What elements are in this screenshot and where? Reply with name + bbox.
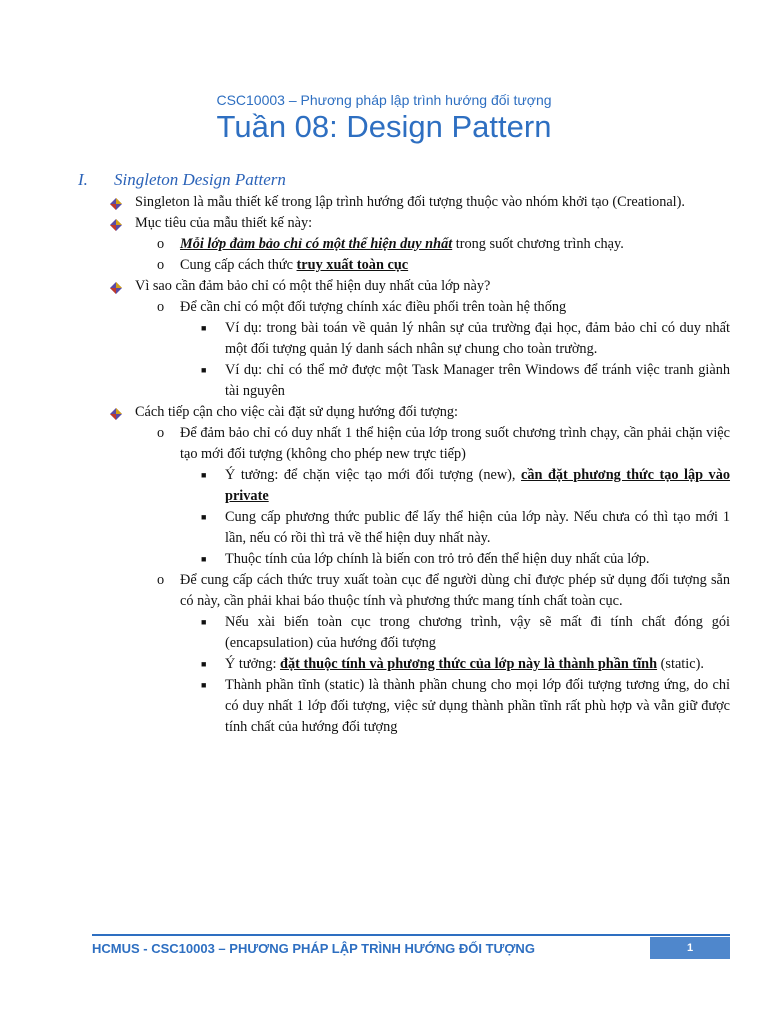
black-square-bullet-icon: ■	[201, 659, 207, 669]
list-item	[201, 465, 731, 507]
paragraph-text: Ý tưởng: để chặn việc tạo mới đối tượng (new),	[225, 467, 522, 483]
section-heading	[78, 170, 286, 190]
list-item	[157, 255, 730, 276]
paragraph-text: (static).	[657, 656, 704, 672]
paragraph-text: Nếu xài biến toàn cục trong chương trình, vậy sẽ mất đi tính chất đóng gói (encapsulation) của hướng đối tượng	[225, 614, 730, 651]
list-item	[157, 423, 730, 465]
list-item	[157, 297, 730, 318]
diamond-bullet-icon	[110, 217, 122, 238]
list-item	[135, 192, 730, 213]
course-header: CSC10003 – Phương pháp lập trình hướng đối tượng	[216, 92, 552, 108]
emphasis-text: truy xuất toàn cục	[296, 257, 409, 273]
list-item	[135, 402, 730, 423]
paragraph-text: Để đảm bảo chỉ có duy nhất 1 thể hiện của lớp trong suốt chương trình chạy, cần phải chặn việc tạo mới đối tượng (không cho phép new trực tiếp)	[180, 425, 730, 462]
paragraph-text: Để cần chỉ có một đối tượng chính xác điều phối trên toàn hệ thống	[180, 299, 567, 315]
paragraph-text: Ví dụ: trong bài toán về quản lý nhân sự của trường đại học, đảm bảo chỉ có duy nhất một đối tượng quản lý danh sách nhân sự chung cho toàn trường.	[225, 320, 730, 357]
list-item	[157, 234, 730, 255]
emphasis-text: cần đặt phương thức tạo lập vào private	[225, 467, 731, 504]
black-square-bullet-icon: ■	[201, 554, 207, 564]
paragraph-text: Singleton là mẫu thiết kế trong lập trình hướng đối tượng thuộc vào nhóm khởi tạo (Creational).	[135, 194, 685, 210]
hollow-circle-bullet-icon: o	[157, 299, 165, 315]
hollow-circle-bullet-icon: o	[157, 572, 165, 588]
list-item	[201, 675, 730, 738]
black-square-bullet-icon: ■	[201, 617, 207, 627]
black-square-bullet-icon: ■	[201, 680, 207, 690]
paragraph-text: Cách tiếp cận cho việc cài đặt sử dụng hướng đối tượng:	[135, 404, 459, 420]
diamond-bullet-icon	[110, 280, 122, 301]
page-number: 1	[650, 937, 730, 959]
paragraph-text: Cung cấp phương thức public để lấy thể hiện của lớp này. Nếu chưa có thì tạo mới 1 lần, nếu có rồi thì trả về thể hiện duy nhất này.	[225, 509, 730, 546]
emphasis-text: đặt thuộc tính và phương thức của lớp này là thành phần tĩnh	[280, 656, 658, 672]
paragraph-text: Thành phần tĩnh (static) là thành phần chung cho mọi lớp đối tượng tương ứng, do chỉ có duy nhất 1 lớp đối tượng, việc sử dụng thành phần tĩnh rất phù hợp và vẫn giữ được tính chất của hướng đối tượng	[225, 677, 730, 735]
paragraph-text: Thuộc tính của lớp chính là biến con trỏ trỏ đến thể hiện duy nhất của lớp.	[225, 551, 650, 567]
paragraph-text: trong suốt chương trình chạy.	[452, 236, 624, 252]
paragraph-text: Mục tiêu của mẫu thiết kế này:	[135, 215, 313, 231]
list-item	[135, 276, 730, 297]
list-item	[201, 360, 730, 402]
black-square-bullet-icon: ■	[201, 470, 207, 480]
black-square-bullet-icon: ■	[201, 512, 207, 522]
list-item	[201, 507, 730, 549]
paragraph-text: Ý tưởng:	[225, 656, 281, 672]
list-item	[157, 570, 730, 612]
list-item	[135, 213, 730, 234]
footer-divider	[92, 934, 730, 936]
diamond-bullet-icon	[110, 196, 122, 217]
document-body	[0, 192, 768, 738]
paragraph-text: Ví dụ: chỉ có thể mở được một Task Manager trên Windows để tránh việc tranh giành tài nguyên	[225, 362, 730, 399]
section-title: Singleton Design Pattern	[114, 170, 286, 189]
list-item	[201, 654, 730, 675]
paragraph-text: Cung cấp cách thức	[180, 257, 297, 273]
paragraph-text: Vì sao cần đảm bảo chỉ có một thể hiện duy nhất của lớp này?	[135, 278, 491, 294]
list-item	[201, 318, 730, 360]
emphasis-text: Mỗi lớp đảm bảo chỉ có một thể hiện duy nhất	[180, 236, 453, 252]
list-item	[201, 612, 730, 654]
diamond-bullet-icon	[110, 406, 122, 427]
hollow-circle-bullet-icon: o	[157, 425, 165, 441]
footer-text: HCMUS - CSC10003 – PHƯƠNG PHÁP LẬP TRÌNH HƯỚNG ĐỐI TƯỢNG	[92, 941, 535, 956]
black-square-bullet-icon: ■	[201, 365, 207, 375]
page-title: Tuần 08: Design Pattern	[216, 109, 552, 144]
list-item	[201, 549, 730, 570]
paragraph-text: Để cung cấp cách thức truy xuất toàn cục để người dùng chỉ được phép sử dụng đối tượng sẵn có này, cần phải khai báo thuộc tính và phương thức mang tính chất toàn cục.	[180, 572, 730, 609]
hollow-circle-bullet-icon: o	[157, 236, 165, 252]
black-square-bullet-icon: ■	[201, 323, 207, 333]
section-number: I.	[78, 170, 88, 189]
hollow-circle-bullet-icon: o	[157, 257, 165, 273]
